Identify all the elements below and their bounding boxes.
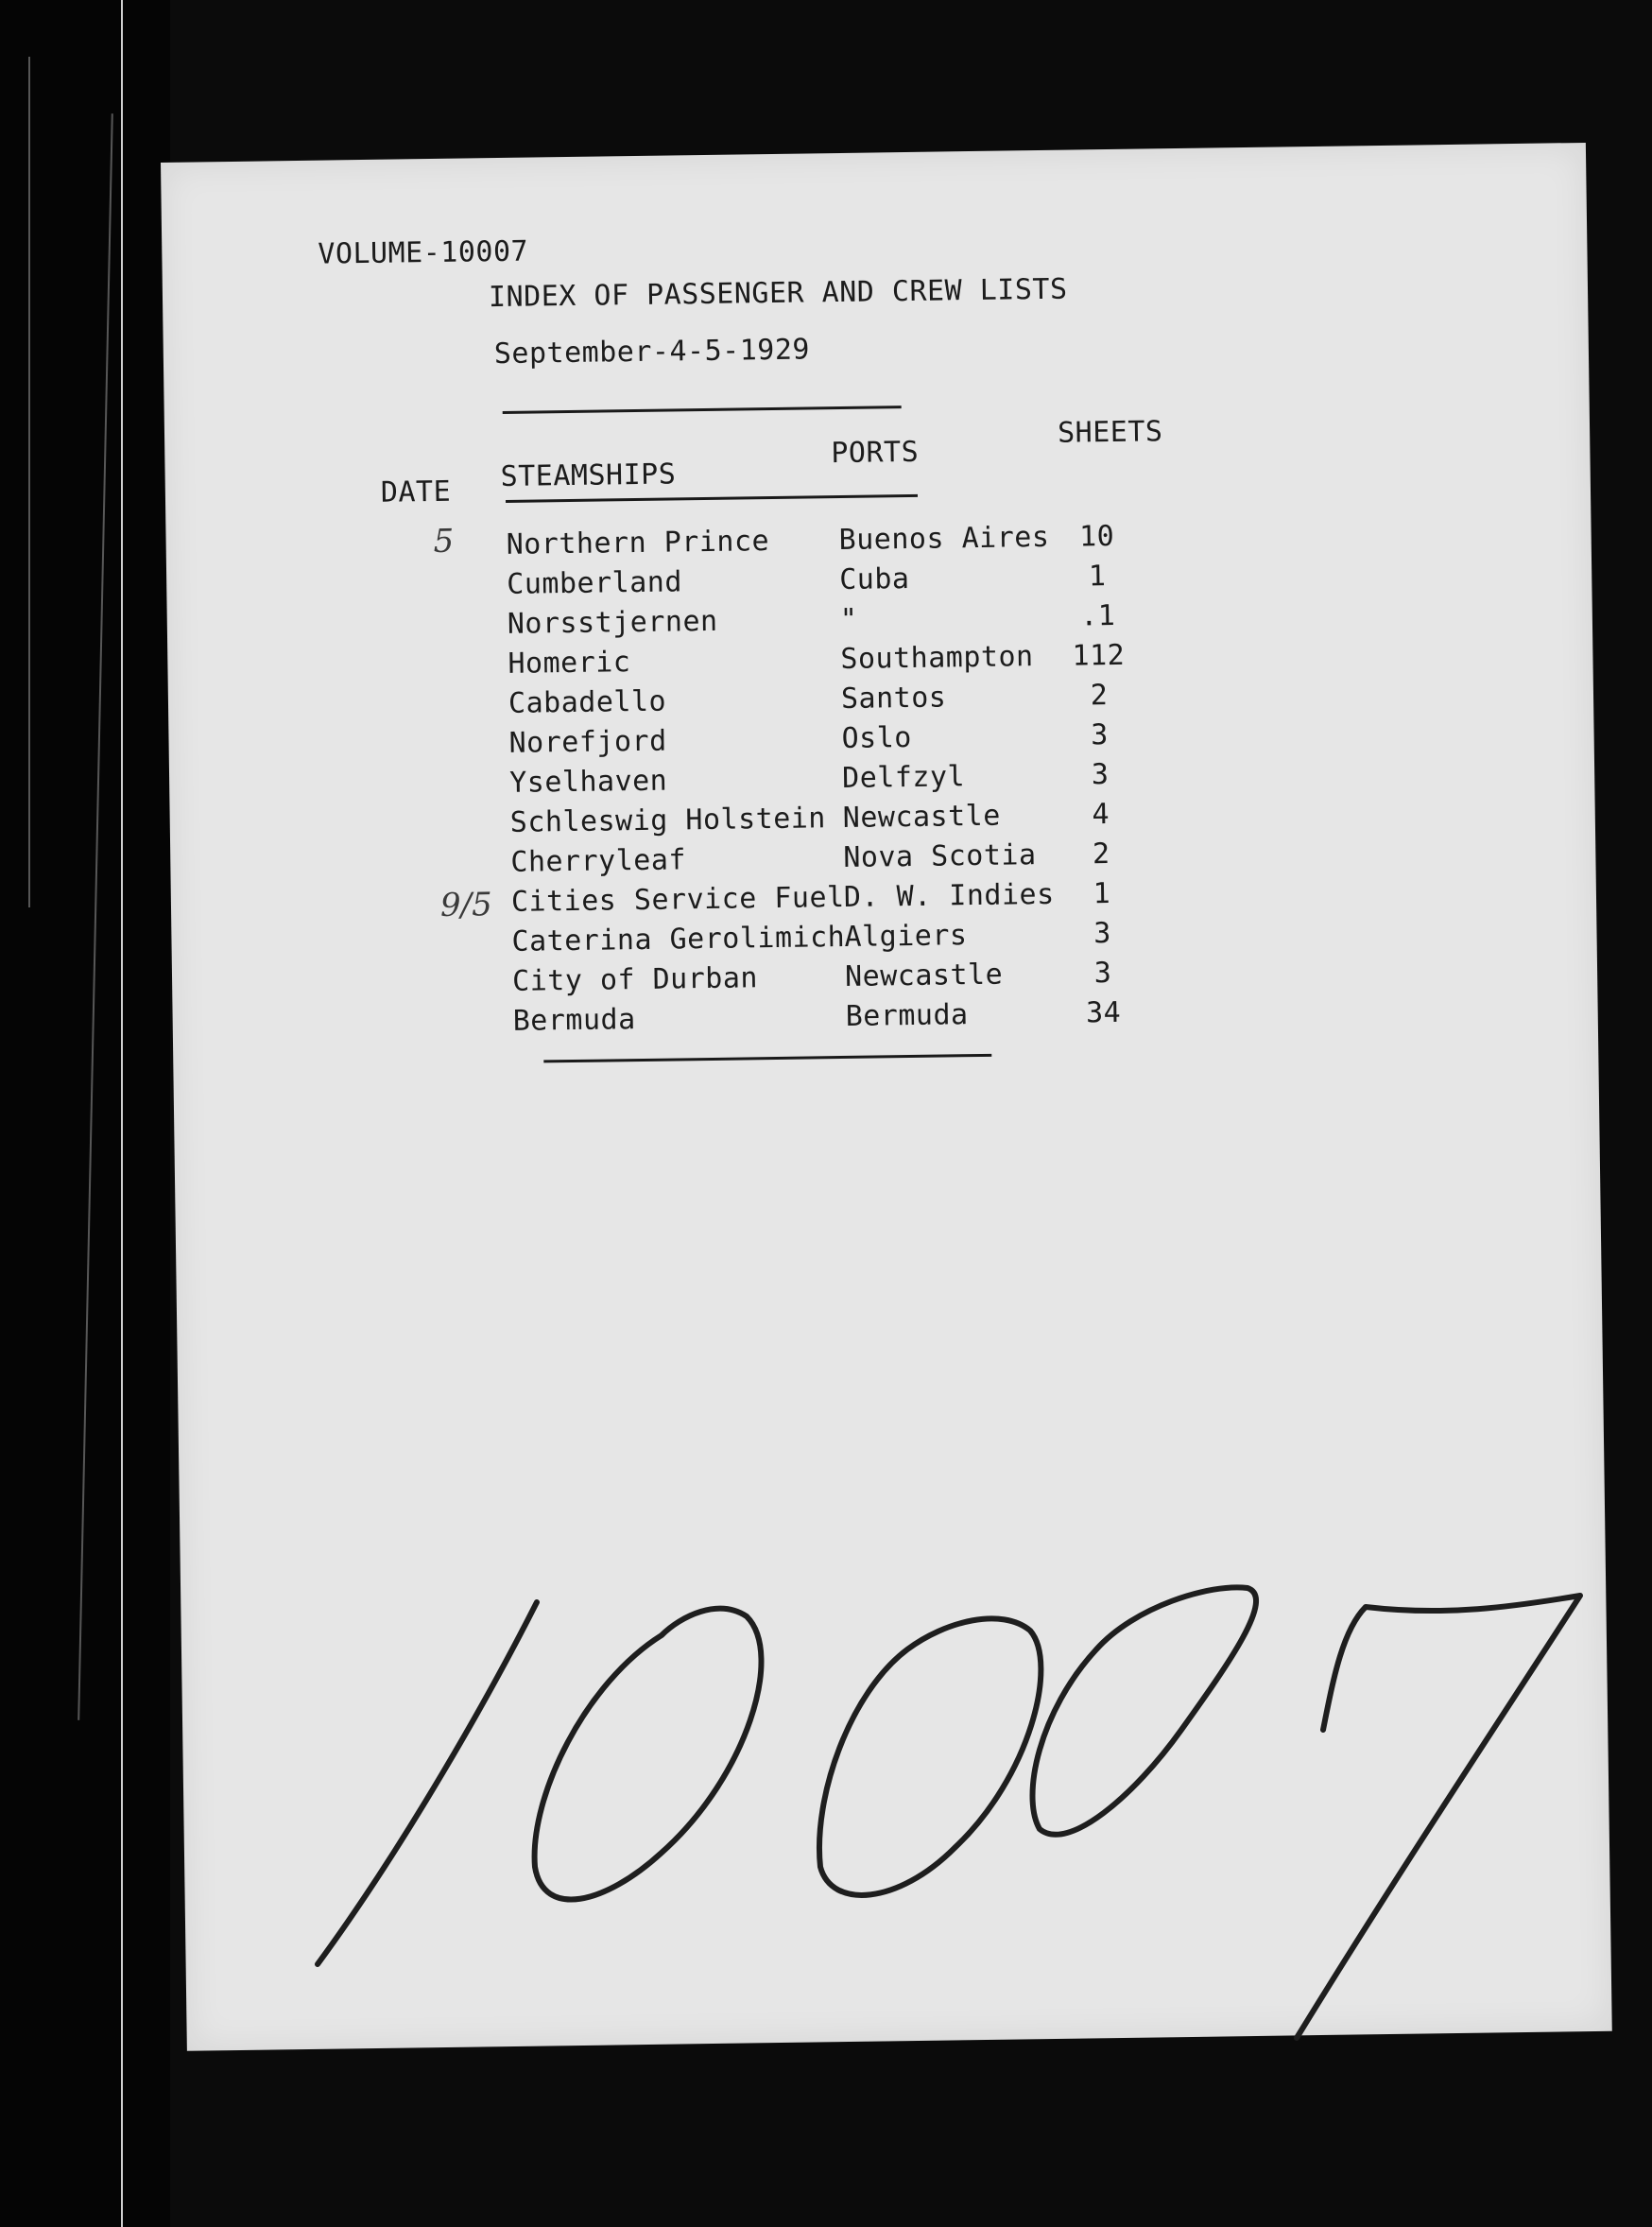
port-name: Oslo xyxy=(841,720,913,755)
port-name: Delfzyl xyxy=(841,760,966,795)
port-name: Santos xyxy=(840,681,947,716)
handwritten-digit-0-second xyxy=(819,1618,1041,1895)
sheet-count: 1 xyxy=(1088,560,1107,594)
sheet-count: 3 xyxy=(1091,718,1110,752)
port-name: Algiers xyxy=(844,919,968,954)
port-name: Newcastle xyxy=(844,958,1004,993)
ship-name: Cabadello xyxy=(508,684,667,720)
sheet-count: 3 xyxy=(1091,758,1110,792)
header-sheets: SHEETS xyxy=(1057,415,1163,450)
ship-name: Norsstjernen xyxy=(507,604,718,641)
sheet-count: .1 xyxy=(1079,598,1116,633)
port-name: " xyxy=(839,602,858,637)
port-name: Buenos Aires xyxy=(838,520,1050,558)
ship-name: City of Durban xyxy=(511,961,759,998)
sheet-count: 2 xyxy=(1090,679,1109,713)
handwritten-date-5: 5 xyxy=(433,522,455,561)
ship-name: Bermuda xyxy=(512,1003,636,1038)
handwritten-digit-1 xyxy=(318,1602,537,1964)
ship-name: Norefjord xyxy=(508,724,667,760)
document-title: INDEX OF PASSENGER AND CREW LISTS xyxy=(488,272,1068,315)
ship-name: Yselhaven xyxy=(508,764,668,800)
sheet-count: 2 xyxy=(1092,837,1110,872)
handwritten-digit-0-third xyxy=(1033,1587,1257,1834)
handwritten-digit-0-first xyxy=(535,1609,762,1900)
ship-name: Caterina Gerolimich xyxy=(511,920,846,958)
ship-name: Cities Service Fuel xyxy=(510,880,845,919)
sheet-count: 1 xyxy=(1093,877,1111,911)
port-name: Cuba xyxy=(838,561,910,597)
port-name: Newcastle xyxy=(842,799,1002,835)
ship-name: Northern Prince xyxy=(506,525,770,561)
sheet-count: 3 xyxy=(1093,957,1112,991)
ship-name: Cumberland xyxy=(507,565,683,601)
header-ports: PORTS xyxy=(831,435,920,471)
date-range: September-4-5-1929 xyxy=(493,333,811,371)
ship-name: Cherryleaf xyxy=(510,843,687,879)
handwritten-date-9-5: 9/5 xyxy=(439,886,492,924)
header-steamships: STEAMSHIPS xyxy=(500,457,677,494)
sheet-count: 3 xyxy=(1093,917,1112,951)
ship-name: Schleswig Holstein xyxy=(509,802,827,839)
sheet-count: 4 xyxy=(1092,798,1110,832)
sheet-count: 34 xyxy=(1085,995,1122,1030)
header-date: DATE xyxy=(380,475,452,509)
handwritten-digit-7 xyxy=(1297,1596,1580,2038)
ship-name: Homeric xyxy=(508,646,631,681)
sheet-count: 112 xyxy=(1072,638,1126,673)
port-name: Nova Scotia xyxy=(843,838,1037,874)
volume-label: VOLUME-10007 xyxy=(318,234,529,271)
port-name: Southampton xyxy=(840,640,1034,677)
port-name: Bermuda xyxy=(845,998,969,1033)
port-name: D. W. Indies xyxy=(843,877,1055,914)
sheet-count: 10 xyxy=(1078,519,1115,554)
